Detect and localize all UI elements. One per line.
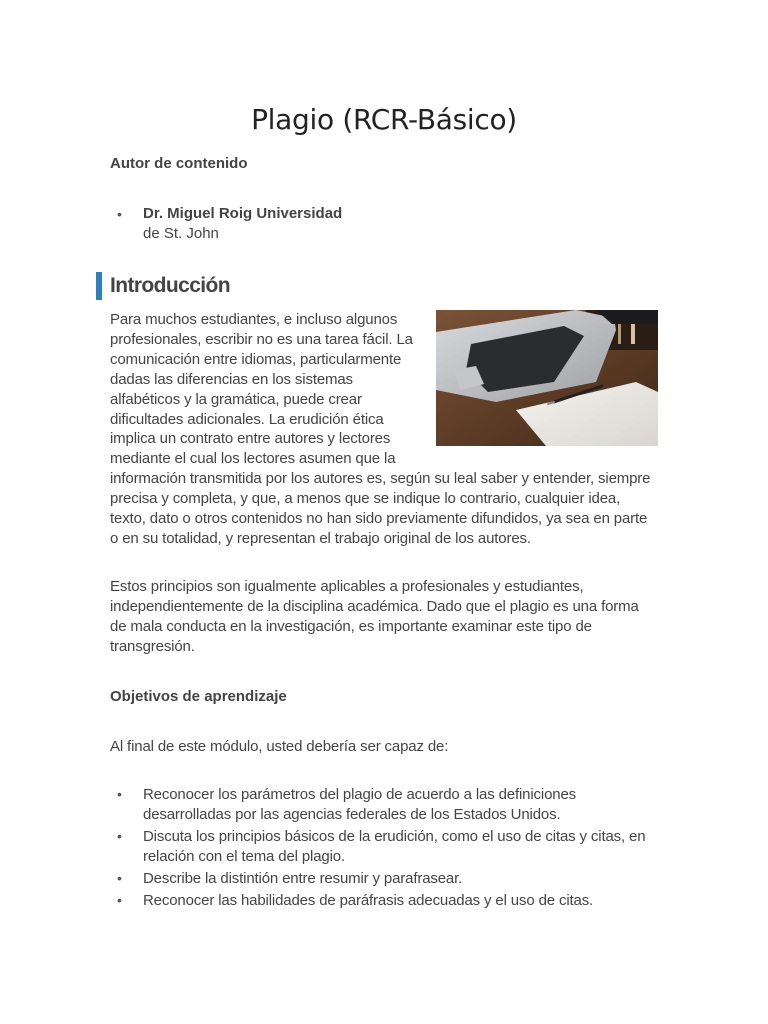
list-item	[110, 785, 658, 825]
objectives-lead: Al final de este módulo, usted debería ser capaz de:	[110, 737, 449, 755]
bullet-icon: •	[117, 891, 122, 908]
list-item	[110, 827, 658, 867]
bullet-icon: •	[117, 870, 122, 887]
objectives-list	[110, 785, 658, 910]
author-list	[110, 204, 658, 244]
page-title: Plagio (RCR-Básico)	[251, 103, 517, 136]
intro-paragraph-1: Para muchos estudiantes, e incluso algunos profesionales, escribir no es una tarea fácil. La comunicación entre idiomas, particularmente dadas las diferencias en los sistemas alfabéticos y la gramática, puede crear dificultades adicionales. La erudición ética implica un contrato entre autores y lectores mediante el cual los lectores asumen que la información transmitida por los autores es, según su leal saber y entender, siempre precisa y completa, y que, a menos que se indique lo contrario, cualquier idea, texto, dato o otros contenidos no han sido previamente difundidos, ya sea en parte o en su totalidad, y representan el trabajo original de los autores.	[110, 311, 651, 547]
section-heading-text: Introducción	[110, 274, 230, 297]
objective-text: Reconocer las habilidades de paráfrasis adecuadas y el uso de citas.	[143, 891, 594, 909]
objectives-heading: Objetivos de aprendizaje	[110, 687, 287, 705]
author-item	[110, 204, 658, 244]
bullet-icon: •	[117, 206, 122, 222]
laptop-notebook-photo-icon	[436, 310, 658, 446]
author-label: Autor de contenido	[110, 155, 248, 172]
list-item	[110, 869, 658, 889]
objective-text: Reconocer los parámetros del plagio de acuerdo a las definiciones desarrolladas por las agencias federales de los Estados Unidos.	[143, 786, 577, 824]
heading-accent-bar	[96, 272, 102, 300]
section-heading-introduction	[110, 272, 658, 300]
author-affiliation: de St. John	[143, 225, 219, 242]
bullet-icon: •	[117, 828, 122, 845]
objective-text: Describe la distintión entre resumir y parafrasear.	[143, 870, 463, 888]
document-page	[110, 100, 658, 913]
list-item	[110, 891, 658, 911]
bullet-icon: •	[117, 786, 122, 803]
author-name: Dr. Miguel Roig Universidad	[143, 205, 343, 222]
objective-text: Discuta los principios básicos de la erudición, como el uso de citas y citas, en relación con el tema del plagio.	[143, 828, 646, 866]
intro-paragraph-2: Estos principios son igualmente aplicables a profesionales y estudiantes, independientemente de la disciplina académica. Dado que el plagio es una forma de mala conducta en la investigación, es importante examinar este tipo de transgresión.	[110, 577, 639, 655]
